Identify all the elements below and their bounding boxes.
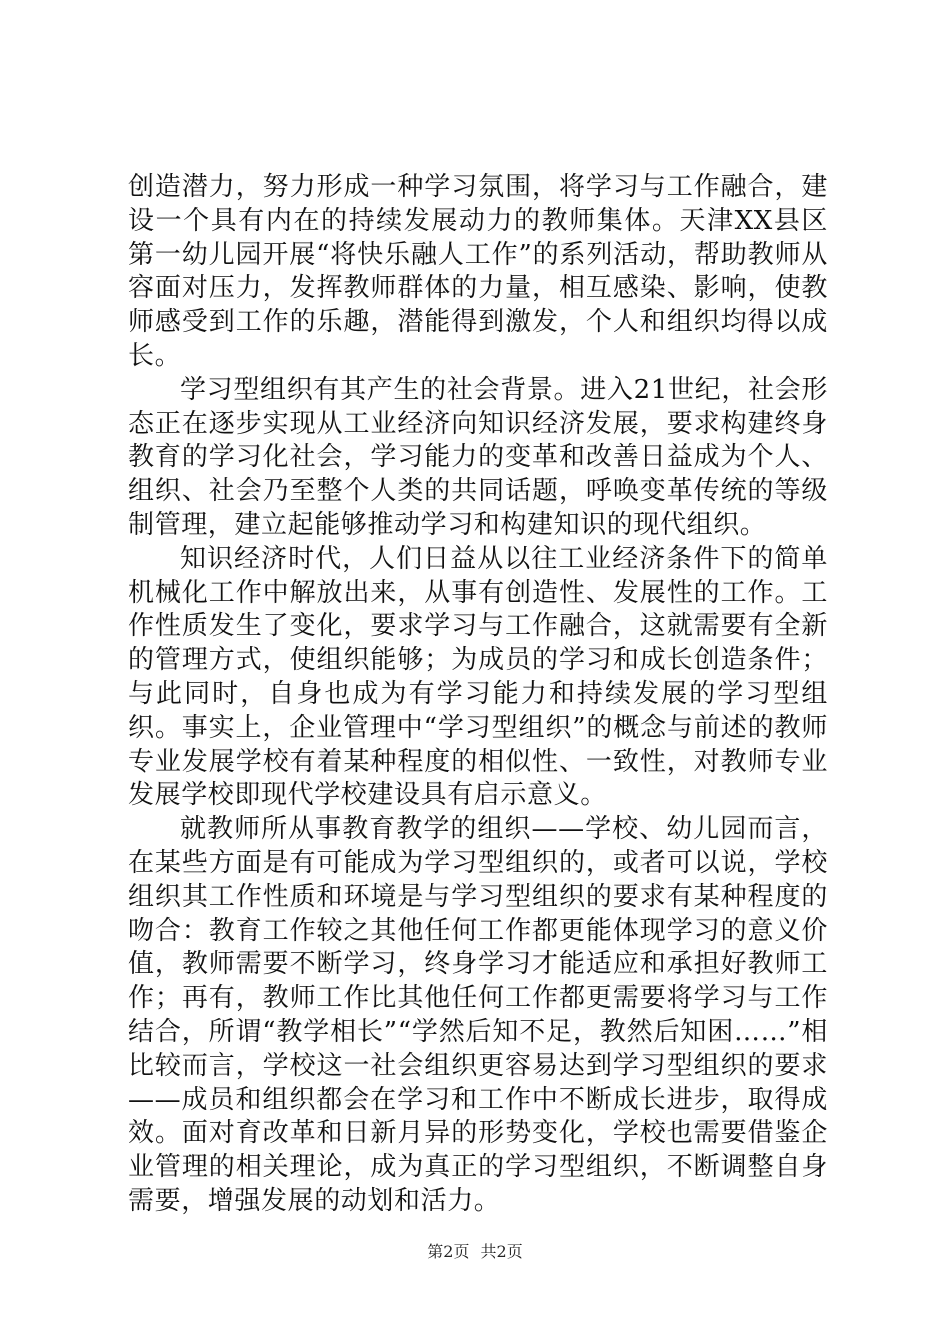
page-footer: [0, 1242, 950, 1262]
paragraph-4: 就教师所从事教育教学的组织——学校、幼儿园而言，在某些方面是有可能成为学习型组织的，或者可以说，学校组织其工作性质和环境是与学习型组织的要求有某种程度的吻合：教育工作较之其他任何工作都更能体现学习的意义价值，教师需要不断学习，终身学习才能适应和承担好教师工作；再有，教师工作比其他任何工作都更需要将学习与工作结合，所谓“教学相长”“学然后知不足，教然后知困……”相比较而言，学校这一社会组织更容易达到学习型组织的要求——成员和组织都会在学习和工作中不断成长进步，取得成效。面对育改革和日新月异的形势变化，学校也需要借鉴企业管理的相关理论，成为真正的学习型组织，不断调整自身需要，增强发展的动划和活力。: [128, 814, 828, 1216]
paragraph-2: 学习型组织有其产生的社会背景。进入21世纪，社会形态正在逐步实现从工业经济向知识经济发展，要求构建终身教育的学习化社会，学习能力的变革和改善日益成为个人、组织、社会乃至整个人类的共同话题，呼唤变革传统的等级制管理，建立起能够推动学习和构建知识的现代组织。: [128, 374, 828, 540]
paragraph-1: 创造潜力，努力形成一种学习氛围，将学习与工作融合，建设一个具有内在的持续发展动力的教师集体。天津XX县区第一幼儿园开展“将快乐融人工作”的系列活动，帮助教师从容面对压力，发挥教师群体的力量，相互感染、影响，使教师感受到工作的乐趣，潜能得到激发，个人和组织均得以成长。: [128, 172, 828, 371]
page-number-current: 第2页: [427, 1242, 470, 1261]
page-number-total: 共2页: [480, 1242, 523, 1261]
paragraph-3: 知识经济时代，人们日益从以往工业经济条件下的简单机械化工作中解放出来，从事有创造性、发展性的工作。工作性质发生了变化，要求学习与工作融合，这就需要有全新的管理方式，使组织能够；为成员的学习和成长创造条件；与此同时，自身也成为有学习能力和持续发展的学习型组织。事实上，企业管理中“学习型组织”的概念与前述的教师专业发展学校有着某种程度的相似性、一致性，对教师专业发展学校即现代学校建设具有启示意义。: [128, 543, 828, 811]
document-body: [128, 171, 828, 1219]
